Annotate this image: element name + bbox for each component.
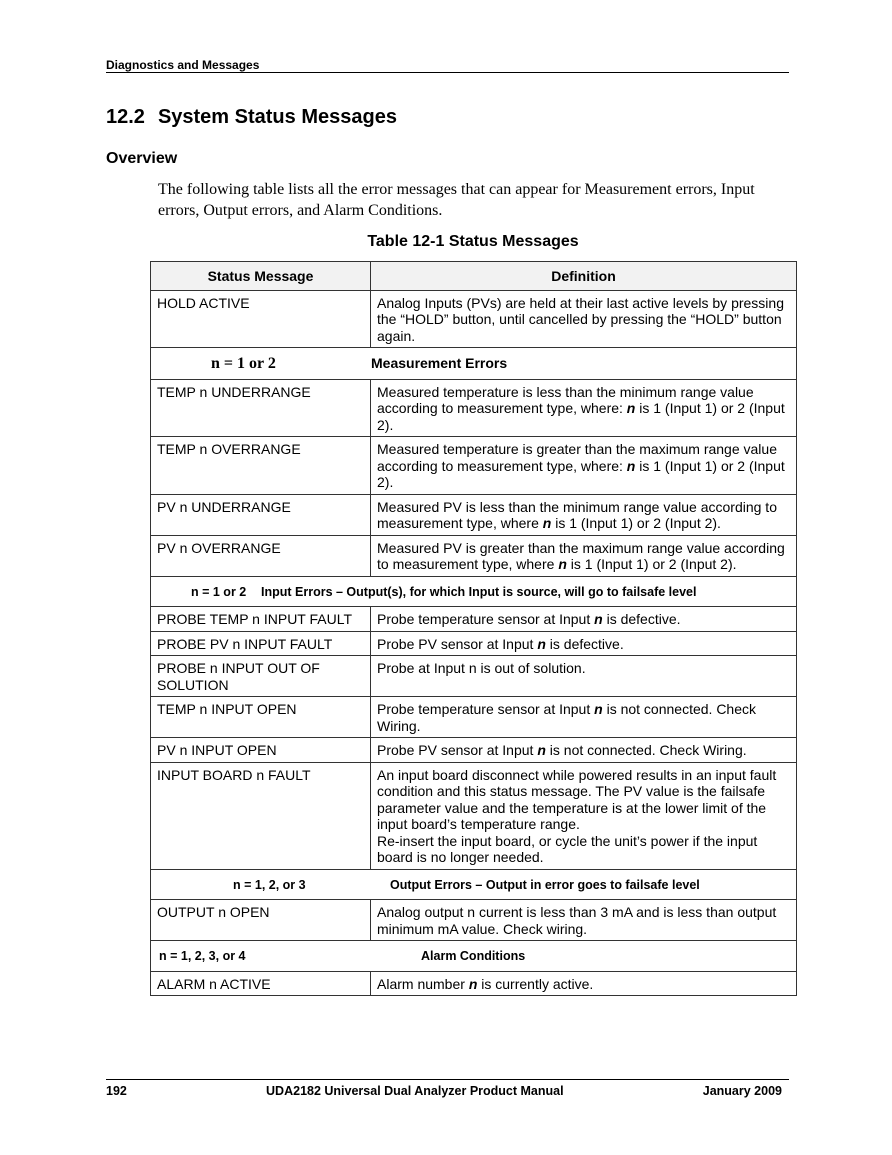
group-n-range: n = 1, 2, or 3 <box>233 877 306 892</box>
definition-cell: Measured PV is less than the minimum range value according to measurement type, where n is 1 (Input 1) or 2 (Input 2). <box>371 494 797 535</box>
group-title: Output Errors – Output in error goes to failsafe level <box>390 877 700 892</box>
running-header: Diagnostics and Messages <box>106 58 260 72</box>
table-row <box>151 656 797 697</box>
table-row <box>151 738 797 763</box>
status-message-cell: INPUT BOARD n FAULT <box>151 762 371 869</box>
table-row <box>151 971 797 996</box>
table-row <box>151 762 797 869</box>
definition-cell: Probe PV sensor at Input n is defective. <box>371 631 797 656</box>
definition-cell: Probe temperature sensor at Input n is not connected. Check Wiring. <box>371 697 797 738</box>
definition-cell: Measured temperature is greater than the maximum range value according to measurement type, where: n is 1 (Input 1) or 2 (Input 2). <box>371 437 797 495</box>
table-row <box>151 535 797 576</box>
overview-paragraph: The following table lists all the error messages that can appear for Measurement errors, Input errors, Output errors, and Alarm Conditions. <box>158 181 755 219</box>
column-header-status-message: Status Message <box>151 262 371 291</box>
table-row <box>151 697 797 738</box>
section-title <box>106 106 397 129</box>
definition-cell: Analog output n current is less than 3 mA and is less than output minimum mA value. Check wiring. <box>371 900 797 941</box>
status-message-cell: PROBE n INPUT OUT OF SOLUTION <box>151 656 371 697</box>
status-message-cell: PROBE TEMP n INPUT FAULT <box>151 607 371 632</box>
page-footer <box>106 1084 782 1098</box>
status-message-cell: TEMP n UNDERRANGE <box>151 379 371 437</box>
group-n-range: n = 1 or 2 <box>191 584 247 599</box>
table-group-row <box>151 576 797 607</box>
table-row <box>151 437 797 495</box>
table-group-row <box>151 348 797 380</box>
group-cell <box>151 869 797 900</box>
group-cell <box>151 941 797 972</box>
group-title: Measurement Errors <box>371 355 508 371</box>
group-cell <box>151 348 797 380</box>
table-row <box>151 607 797 632</box>
status-message-cell: TEMP n INPUT OPEN <box>151 697 371 738</box>
group-title: Input Errors – Output(s), for which Input is source, will go to failsafe level <box>261 584 697 599</box>
group-n-range: n = 1 or 2 <box>211 355 276 372</box>
table-row <box>151 290 797 348</box>
definition-cell: An input board disconnect while powered results in an input fault condition and this status message. The PV value is the failsafe parameter value and the temperature is at the lower limit of the input board’s temperature range. Re-insert the input board, or cycle the unit’s power if the input board is no longer needed. <box>371 762 797 869</box>
status-message-cell: PROBE PV n INPUT FAULT <box>151 631 371 656</box>
table-row <box>151 494 797 535</box>
table-row <box>151 631 797 656</box>
group-n-range: n = 1, 2, 3, or 4 <box>159 949 246 963</box>
publication-date: January 2009 <box>702 1084 782 1098</box>
overview-heading: Overview <box>106 150 178 167</box>
footer-rule <box>106 1079 789 1080</box>
table-row <box>151 900 797 941</box>
status-message-cell: PV n INPUT OPEN <box>151 738 371 763</box>
group-title: Alarm Conditions <box>421 949 526 963</box>
header-rule <box>106 72 789 73</box>
table-header-row <box>151 262 797 291</box>
status-messages-table <box>150 261 797 996</box>
table-group-row <box>151 869 797 900</box>
status-message-cell: HOLD ACTIVE <box>151 290 371 348</box>
definition-cell: Probe at Input n is out of solution. <box>371 656 797 697</box>
manual-title: UDA2182 Universal Dual Analyzer Product Manual <box>266 1084 564 1098</box>
status-message-cell: TEMP n OVERRANGE <box>151 437 371 495</box>
definition-cell: Probe PV sensor at Input n is not connected. Check Wiring. <box>371 738 797 763</box>
section-title-text: System Status Messages <box>157 106 397 128</box>
definition-cell: Alarm number n is currently active. <box>371 971 797 996</box>
status-message-cell: OUTPUT n OPEN <box>151 900 371 941</box>
status-message-cell: ALARM n ACTIVE <box>151 971 371 996</box>
table-body <box>151 290 797 996</box>
table-row <box>151 379 797 437</box>
status-message-cell: PV n UNDERRANGE <box>151 494 371 535</box>
definition-cell: Probe temperature sensor at Input n is defective. <box>371 607 797 632</box>
table-caption: Table 12-1 Status Messages <box>367 233 579 250</box>
column-header-definition: Definition <box>371 262 797 291</box>
section-number: 12.2 <box>106 106 145 128</box>
definition-cell: Analog Inputs (PVs) are held at their last active levels by pressing the “HOLD” button, until cancelled by pressing the “HOLD” button again. <box>371 290 797 348</box>
page-number: 192 <box>106 1084 127 1098</box>
status-message-cell: PV n OVERRANGE <box>151 535 371 576</box>
definition-cell: Measured temperature is less than the minimum range value according to measurement type, where: n is 1 (Input 1) or 2 (Input 2). <box>371 379 797 437</box>
table-group-row <box>151 941 797 972</box>
definition-cell: Measured PV is greater than the maximum range value according to measurement type, where n is 1 (Input 1) or 2 (Input 2). <box>371 535 797 576</box>
group-cell <box>151 576 797 607</box>
